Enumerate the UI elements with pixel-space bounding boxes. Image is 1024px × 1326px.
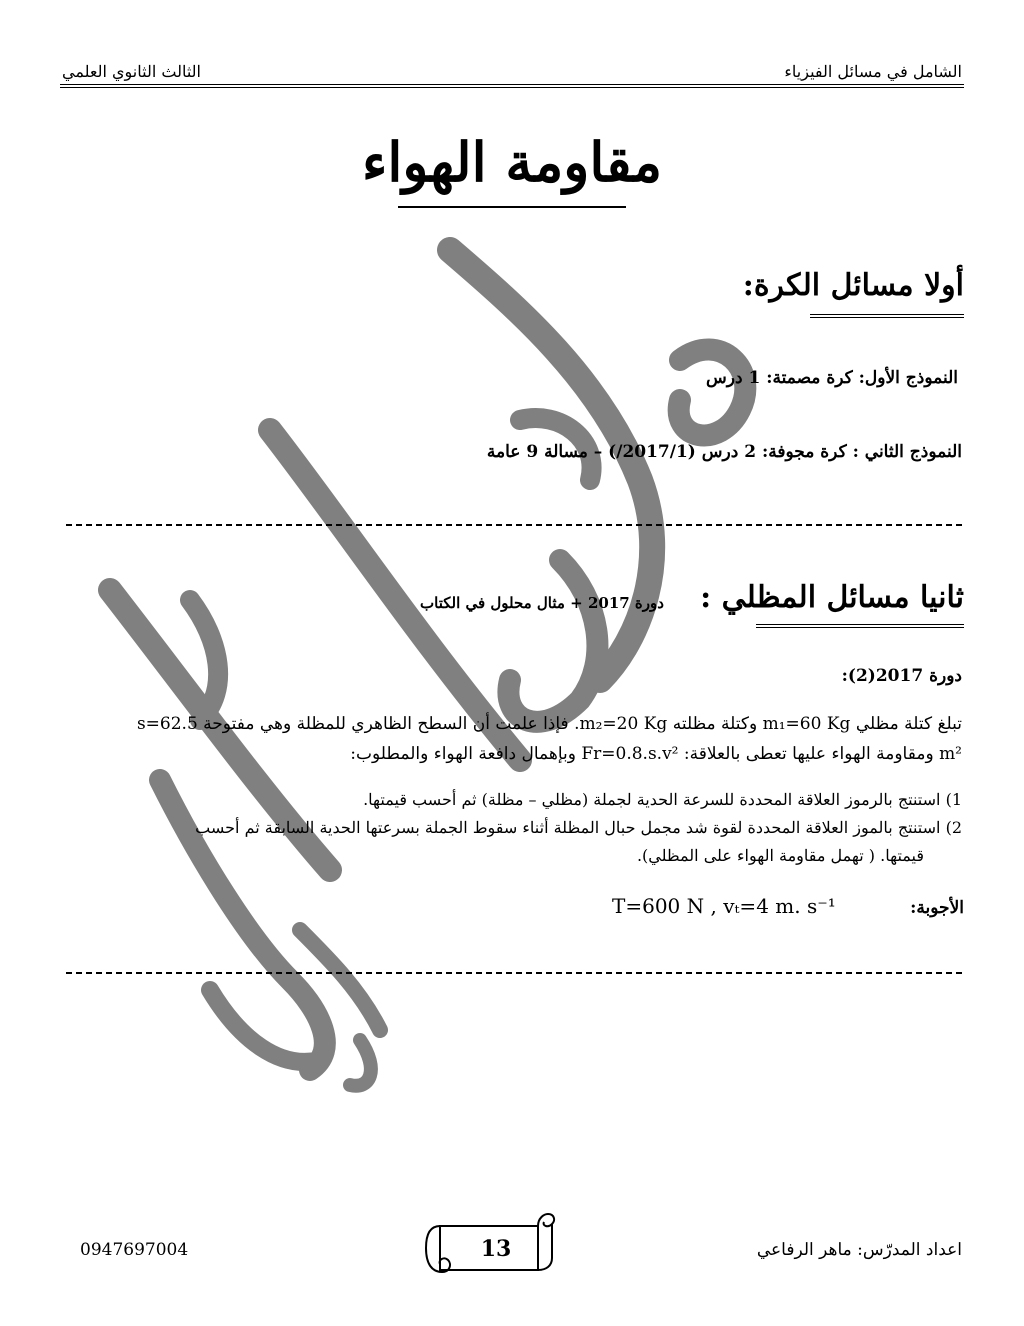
model-one-line: النموذج الأول: كرة مصمتة: 1 درس <box>706 368 958 388</box>
footer-author: اعداد المدرّس: ماهر الرفاعي <box>756 1240 962 1260</box>
section-heading-underline <box>810 314 964 315</box>
question-item-1: 1) استنتج بالرموز العلاقة المحددة للسرعة الحدية لجملة (مظلي – مظلة) ثم أحسب قيمتها. <box>363 790 962 809</box>
question-item-2-continued: قيمتها. ( تهمل مقاومة الهواء على المظلي). <box>636 846 924 865</box>
problem-statement-line-2: m² ومقاومة الهواء عليها تعطى بالعلاقة: Fr=0.8.s.v² وبإهمال دافعة الهواء والمطلوب: <box>350 744 962 764</box>
page-title: مقاومة الهواء <box>361 130 663 194</box>
title-underline <box>398 206 626 208</box>
exam-session-subheading: دورة 2017(2): <box>841 666 962 686</box>
header-grade: الثالث الثانوي العلمي <box>62 62 201 81</box>
model-two-line: النموذج الثاني : كرة مجوفة: 2 درس (2017/1/) – مسالة 9 عامة <box>486 442 962 462</box>
header-rule <box>60 84 964 85</box>
header-rule-double <box>60 87 964 88</box>
section-heading-underline-double <box>756 627 964 628</box>
answers-label: الأجوبة: <box>910 898 964 918</box>
question-item-2: 2) استنتج بالموز العلاقة المحددة لقوة شد مجمل حبال المظلة أثناء سقوط الجملة بسرعتها الحدية السابقة ثم أحسب <box>195 818 962 837</box>
section-side-note: دورة 2017 + مثال محلول في الكتاب <box>420 594 664 612</box>
section-heading-underline <box>756 624 964 625</box>
problem-statement-line-1: تبلغ كتلة مظلي m₁=60 Kg وكتلة مظلته m₂=20 Kg. فإذا علمت أن السطح الظاهري للمظلة وهي مفتوحة s=62.5 <box>136 714 962 734</box>
section-heading-parachute: ثانيا مسائل المظلي : <box>700 580 964 615</box>
section-heading-ball: أولا مسائل الكرة: <box>742 268 964 303</box>
page-number: 13 <box>480 1236 512 1262</box>
section-heading-underline-double <box>810 317 964 318</box>
footer-phone: 0947697004 <box>80 1240 189 1260</box>
dashed-separator <box>66 524 962 526</box>
answers-value: T=600 N , vₜ=4 m. s⁻¹ <box>612 894 836 918</box>
header-subject: الشامل في مسائل الفيزياء <box>784 62 962 81</box>
dashed-separator-bottom <box>66 972 962 974</box>
